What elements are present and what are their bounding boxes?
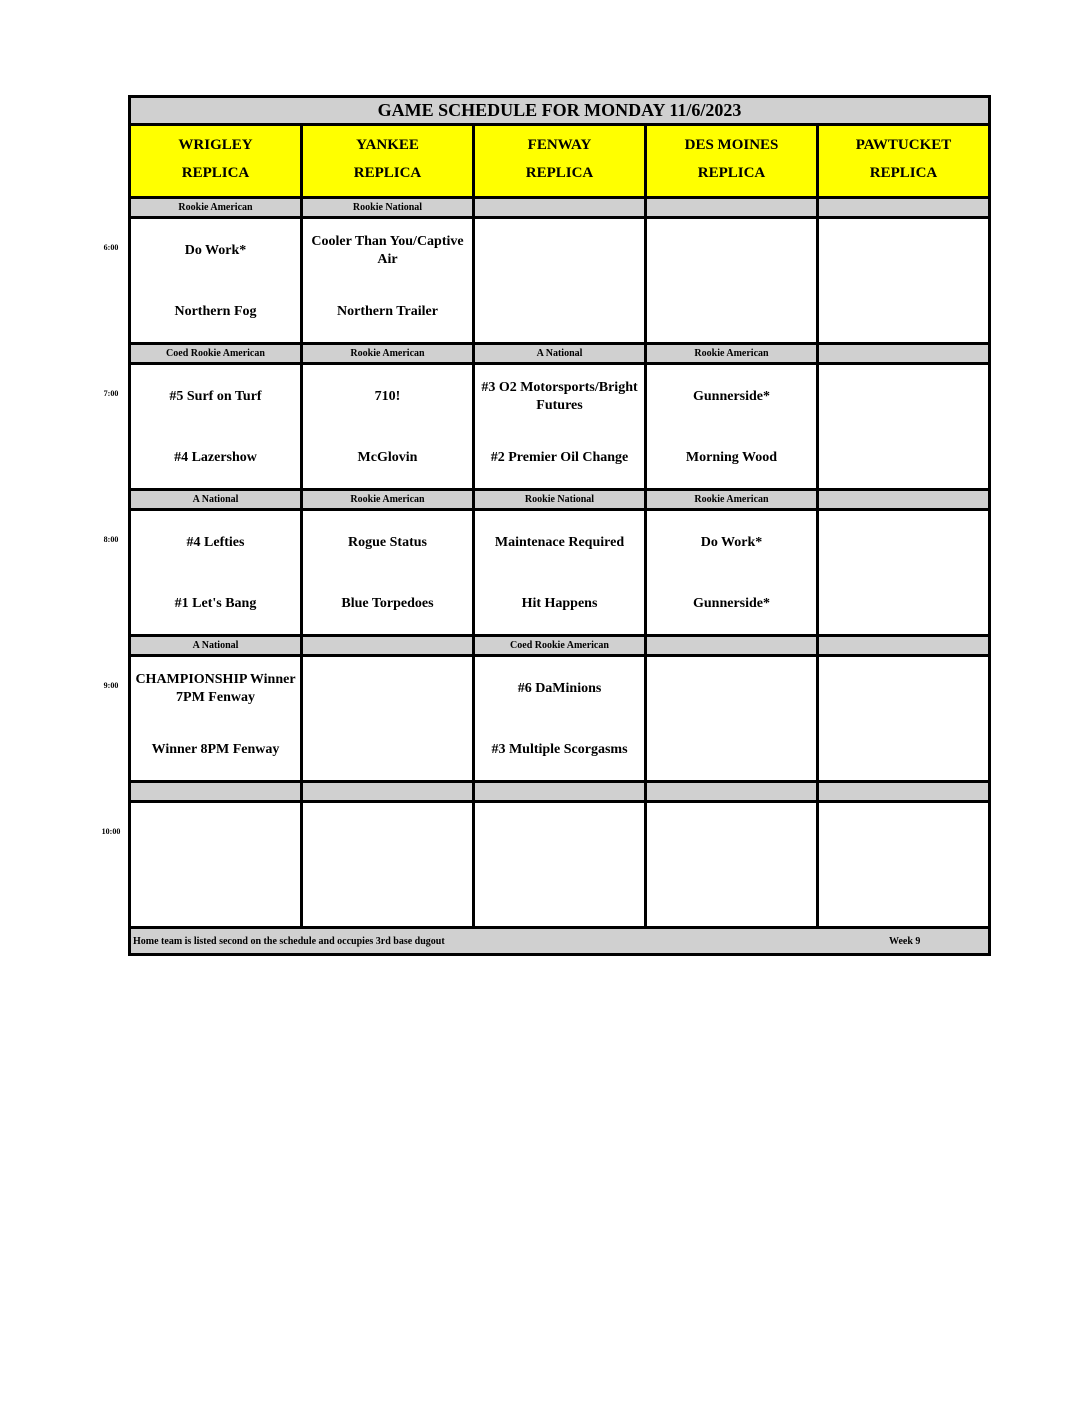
division-label: Rookie American <box>303 491 475 508</box>
away-team: #6 DaMinions <box>517 681 602 696</box>
game-cell <box>131 365 303 488</box>
division-row <box>131 637 988 657</box>
away-team <box>819 511 988 575</box>
home-team: Winner 8PM Fenway <box>151 742 280 757</box>
home-team: Hit Happens <box>521 596 598 611</box>
away-team: #3 O2 Motorsports/Bright Futures <box>481 380 638 413</box>
game-row <box>131 803 988 929</box>
away-team: CHAMPIONSHIP Winner 7PM Fenway <box>135 672 296 705</box>
away-team <box>647 219 816 283</box>
division-label: Rookie American <box>303 345 475 362</box>
field-header-row <box>131 126 988 199</box>
home-team: McGlovin <box>357 450 418 465</box>
home-team: Gunnerside* <box>692 596 770 611</box>
field-sub: REPLICA <box>181 165 250 181</box>
home-team: Northern Fog <box>174 304 257 319</box>
division-label <box>303 637 475 654</box>
away-team <box>131 803 300 867</box>
game-cell <box>819 511 988 634</box>
division-label <box>819 345 988 362</box>
schedule-table <box>128 95 991 956</box>
game-cell <box>647 803 819 926</box>
division-label: Rookie National <box>303 199 475 216</box>
division-label <box>475 783 647 800</box>
division-label: A National <box>131 637 303 654</box>
game-cell <box>131 219 303 342</box>
division-label: A National <box>131 491 303 508</box>
division-label: Coed Rookie American <box>475 637 647 654</box>
game-row <box>131 365 988 491</box>
division-row <box>131 199 988 219</box>
division-row <box>131 345 988 365</box>
division-label: Rookie American <box>131 199 303 216</box>
game-cell <box>131 657 303 780</box>
game-cell <box>475 219 647 342</box>
home-team: Blue Torpedoes <box>341 596 434 611</box>
field-name: FENWAY <box>527 137 592 153</box>
away-team <box>303 803 472 867</box>
home-team: Morning Wood <box>685 450 778 465</box>
division-label <box>819 491 988 508</box>
division-label: Rookie American <box>647 345 819 362</box>
game-cell <box>819 657 988 780</box>
game-cell <box>475 803 647 926</box>
division-label <box>647 783 819 800</box>
away-team <box>475 219 644 283</box>
division-label <box>647 637 819 654</box>
game-cell <box>819 803 988 926</box>
game-cell <box>475 365 647 488</box>
division-row <box>131 491 988 511</box>
division-label <box>647 199 819 216</box>
away-team: Rogue Status <box>348 535 427 550</box>
home-team: #1 Let's Bang <box>174 596 257 611</box>
time-label: 6:00 <box>103 243 119 252</box>
schedule-title: GAME SCHEDULE FOR MONDAY 11/6/2023 <box>131 98 988 126</box>
home-team: #2 Premier Oil Change <box>490 450 629 465</box>
away-team <box>819 803 988 867</box>
division-label <box>475 199 647 216</box>
game-cell <box>647 365 819 488</box>
away-team <box>819 657 988 721</box>
field-sub: REPLICA <box>697 165 766 181</box>
away-team <box>819 219 988 283</box>
away-team: Do Work* <box>184 243 247 258</box>
away-team: #4 Lefties <box>186 535 245 550</box>
away-team: Gunnerside* <box>692 389 770 404</box>
division-row <box>131 783 988 803</box>
division-label <box>303 783 475 800</box>
home-team: #4 Lazershow <box>174 450 257 465</box>
game-cell <box>475 657 647 780</box>
division-label: Rookie American <box>647 491 819 508</box>
game-cell <box>647 511 819 634</box>
field-header-pawtucket <box>819 126 988 196</box>
field-header-fenway <box>475 126 647 196</box>
field-sub: REPLICA <box>525 165 594 181</box>
game-cell <box>819 365 988 488</box>
away-team: 710! <box>374 389 401 404</box>
field-header-des-moines <box>647 126 819 196</box>
game-cell <box>819 219 988 342</box>
game-cell <box>303 803 475 926</box>
footer-note: Home team is listed second on the schedule and occupies 3rd base dugout <box>133 935 445 947</box>
field-name: PAWTUCKET <box>855 137 952 153</box>
away-team <box>819 365 988 429</box>
game-cell <box>131 803 303 926</box>
away-team <box>475 803 644 867</box>
away-team <box>647 803 816 867</box>
division-label: Rookie National <box>475 491 647 508</box>
division-label <box>131 783 303 800</box>
game-row <box>131 657 988 783</box>
time-label: 7:00 <box>103 389 119 398</box>
game-cell <box>647 657 819 780</box>
time-label: 8:00 <box>103 535 119 544</box>
schedule-footer <box>131 929 988 953</box>
field-name: WRIGLEY <box>178 137 253 153</box>
game-cell <box>647 219 819 342</box>
time-label: 9:00 <box>103 681 119 690</box>
away-team: #5 Surf on Turf <box>169 389 262 404</box>
field-name: YANKEE <box>356 137 419 153</box>
division-label: Coed Rookie American <box>131 345 303 362</box>
time-label: 10:00 <box>101 827 121 836</box>
field-header-yankee <box>303 126 475 196</box>
field-sub: REPLICA <box>353 165 422 181</box>
field-header-wrigley <box>131 126 303 196</box>
division-label <box>819 783 988 800</box>
away-team <box>647 657 816 721</box>
division-label: A National <box>475 345 647 362</box>
game-cell <box>303 511 475 634</box>
game-cell <box>303 365 475 488</box>
field-sub: REPLICA <box>869 165 938 181</box>
field-name: DES MOINES <box>684 137 779 153</box>
division-label <box>819 637 988 654</box>
away-team: Do Work* <box>700 535 763 550</box>
away-team: Maintenace Required <box>494 535 625 550</box>
home-team: Northern Trailer <box>337 304 438 319</box>
game-cell <box>303 657 475 780</box>
home-team: #3 Multiple Scorgasms <box>491 742 628 757</box>
game-cell <box>303 219 475 342</box>
division-label <box>819 199 988 216</box>
away-team: Cooler Than You/Captive Air <box>311 234 464 267</box>
week-label: Week 9 <box>889 935 921 947</box>
away-team <box>303 657 472 721</box>
game-row <box>131 219 988 345</box>
game-row <box>131 511 988 637</box>
game-cell <box>131 511 303 634</box>
game-cell <box>475 511 647 634</box>
